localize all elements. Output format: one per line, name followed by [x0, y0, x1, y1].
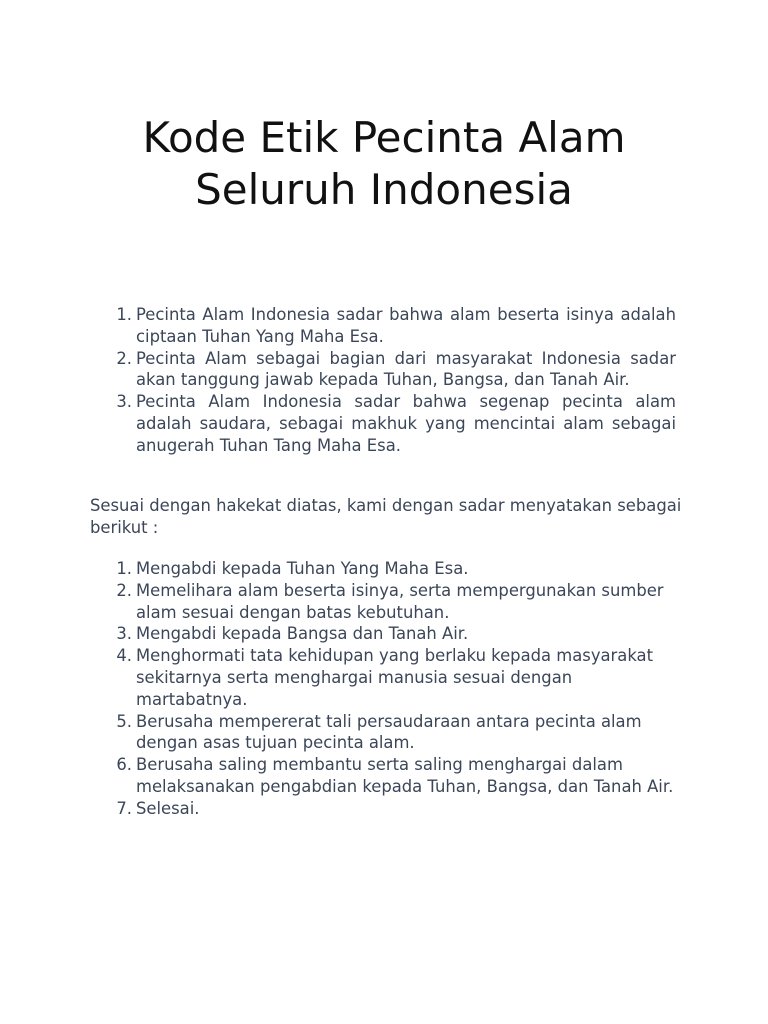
list-item-text: Pecinta Alam Indonesia sadar bahwa segenap pecinta alam adalah saudara, sebagai makhuk yang mencintai alam sebagai anugerah Tuhan Tang Maha Esa. [136, 392, 676, 455]
list-item [90, 711, 676, 755]
list-item-text: Pecinta Alam Indonesia sadar bahwa alam beserta isinya adalah ciptaan Tuhan Yang Maha Esa. [136, 305, 676, 346]
list-item-number: 4. [116, 646, 132, 666]
list-item [90, 645, 676, 710]
list-item [90, 391, 676, 456]
list-item-text: Mengabdi kepada Tuhan Yang Maha Esa. [136, 559, 469, 578]
list-item-text: Pecinta Alam sebagai bagian dari masyarakat Indonesia sadar akan tanggung jawab kepada Tuhan, Bangsa, dan Tanah Air. [136, 348, 676, 390]
intro-paragraph: Sesuai dengan hakekat diatas, kami dengan sadar menyatakan sebagai berikut : [90, 496, 682, 537]
title-line-2: Seluruh Indonesia [195, 165, 573, 214]
list-item-text: Mengabdi kepada Bangsa dan Tanah Air. [136, 624, 469, 644]
list-item [90, 754, 676, 798]
list-item-number: 1. [116, 559, 132, 578]
title-line-1: Kode Etik Pecinta Alam [142, 113, 626, 162]
list-item [90, 558, 676, 580]
list-item-number: 2. [116, 580, 132, 600]
page-title [0, 112, 768, 216]
list-item-text: Selesai. [136, 798, 200, 818]
list-item [90, 580, 676, 624]
principles-list [90, 304, 676, 457]
list-item-number: 3. [116, 392, 132, 412]
list-item-text: Berusaha mempererat tali persaudaraan antara pecinta alam dengan asas tujuan pecinta alam. [136, 711, 642, 753]
list-item-number: 1. [116, 305, 132, 324]
list-item-text: Memelihara alam beserta isinya, serta mempergunakan sumber alam sesuai dengan batas kebutuhan. [136, 580, 664, 622]
list-item-number: 3. [116, 624, 132, 644]
list-item [90, 304, 676, 348]
list-item-text: Berusaha saling membantu serta saling menghargai dalam melaksanakan pengabdian kepada Tuhan, Bangsa, dan Tanah Air. [136, 755, 674, 796]
list-item-text: Menghormati tata kehidupan yang berlaku kepada masyarakat sekitarnya serta menghargai manusia sesuai dengan martabatnya. [136, 646, 654, 709]
list-item-number: 6. [116, 755, 132, 775]
list-item-number: 2. [116, 348, 132, 368]
list-item [90, 798, 676, 820]
list-item-number: 7. [116, 798, 132, 818]
declaration-list [90, 558, 676, 820]
list-item [90, 623, 676, 645]
list-item-number: 5. [116, 711, 132, 731]
list-item [90, 348, 676, 392]
